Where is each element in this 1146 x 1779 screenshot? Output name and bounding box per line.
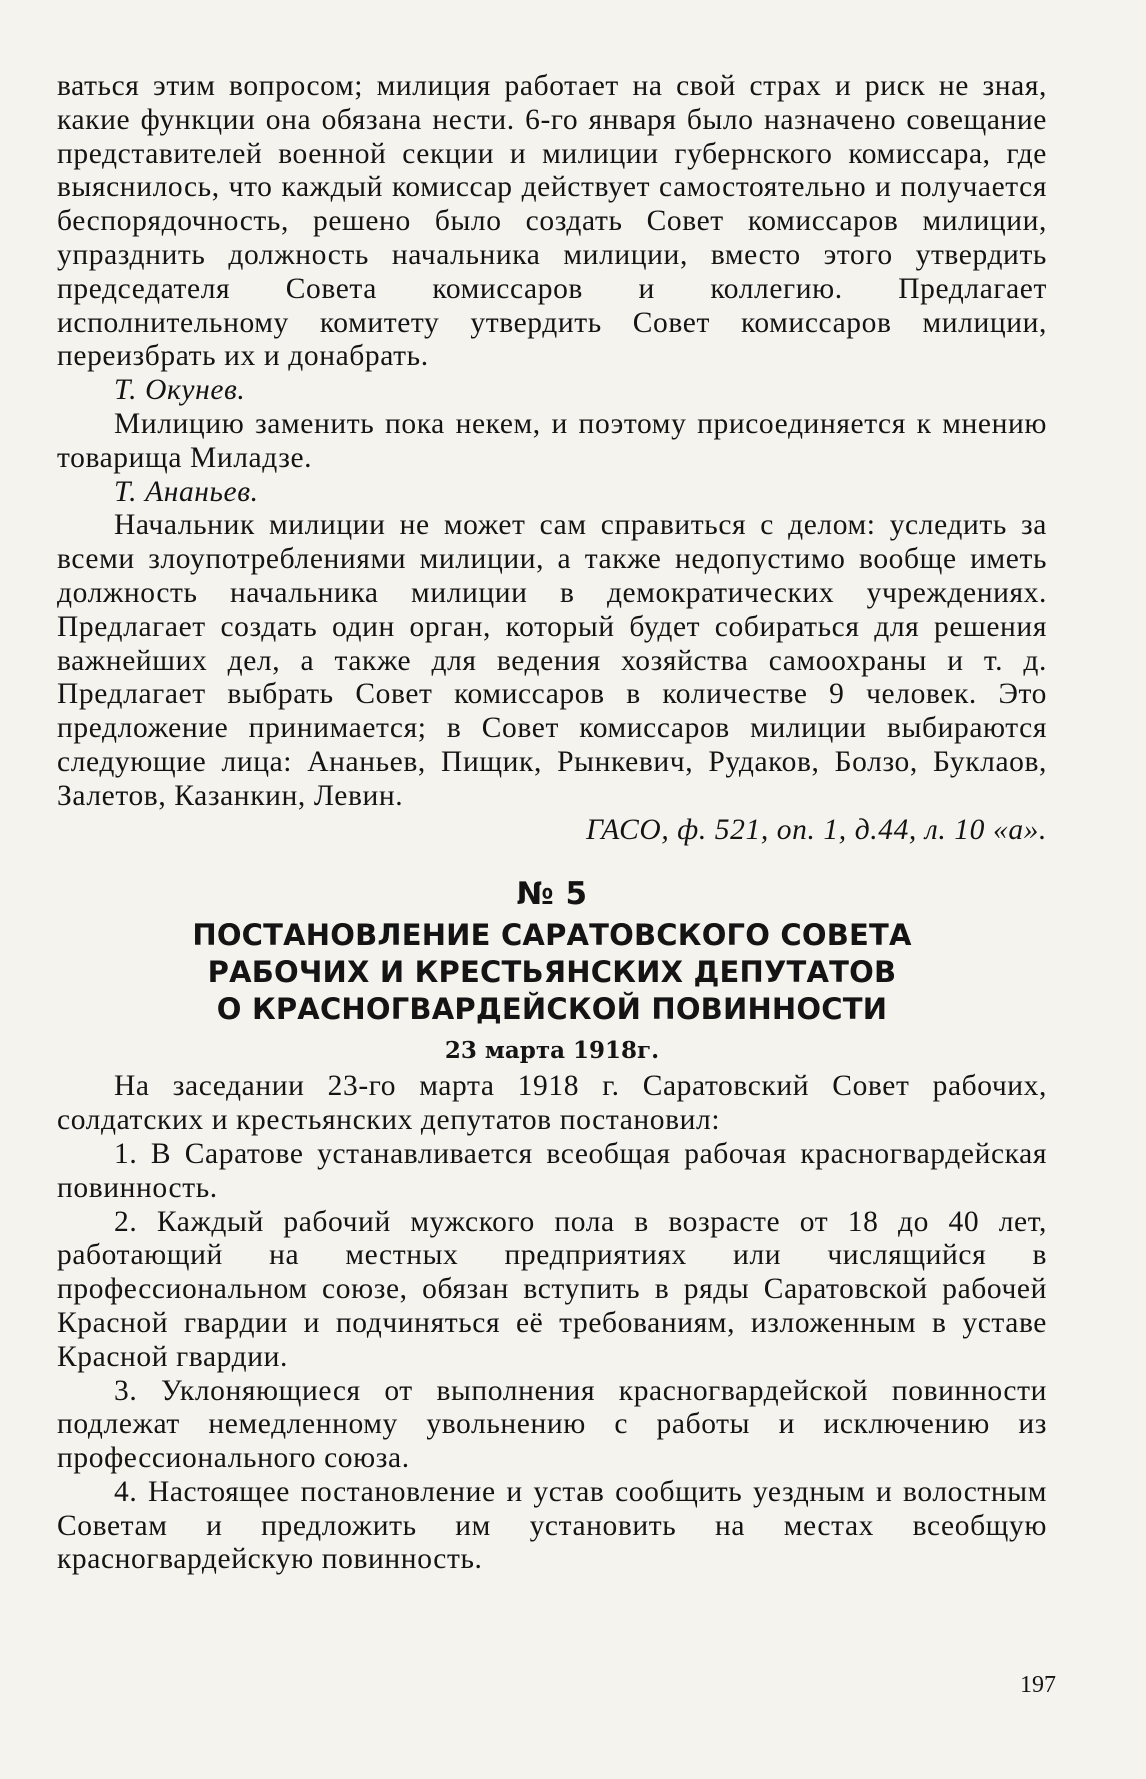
document-title-line: ПОСТАНОВЛЕНИЕ САРАТОВСКОГО СОВЕТА (192, 918, 912, 953)
resolution-item: 4. Настоящее постановление и устав сообщить уездным и волостным Советам и предложить им установить на местах всеобщую красногвардейскую повинность. (57, 1475, 1047, 1576)
speaker-okunev: Т. Окунев. (114, 374, 246, 407)
text-column (57, 70, 1047, 1577)
document-title (57, 917, 1047, 1028)
document-title-line: О КРАСНОГВАРДЕЙСКОЙ ПОВИННОСТИ (216, 992, 888, 1027)
resolution-item: 3. Уклоняющиеся от выполнения красногвардейской повинности подлежат немедленному увольнению с работы и исключению из профессионального союза. (57, 1374, 1047, 1475)
speaker-ananyev: Т. Ананьев. (114, 475, 259, 508)
paragraph-continuation: ваться этим вопросом; милиция работает на свой страх и риск не зная, какие функции она обязана нести. 6-го января было назначено совещание представителей военной секции и милиции губернского комиссара, где выяснилось, что каждый комиссар действует самостоятельно и получается беспорядочность, решено было создать Совет комиссаров милиции, упразднить должность начальника милиции, вместо этого утвердить председателя Совета комиссаров и коллегию. Предлагает исполнительному комитету утвердить Совет комиссаров милиции, переизбрать их и донабрать. (57, 70, 1047, 373)
archive-source: ГАСО, ф. 521, оп. 1, д.44, л. 10 «а». (586, 813, 1047, 846)
resolution-intro: На заседании 23-го марта 1918 г. Саратовский Совет рабочих, солдатских и крестьянских депутатов постановил: (57, 1070, 1047, 1137)
document-title-line: РАБОЧИХ И КРЕСТЬЯНСКИХ ДЕПУТАТОВ (207, 955, 897, 990)
document-number: № 5 (516, 876, 588, 913)
speech-okunev: Милицию заменить пока некем, и поэтому присоединяется к мнению товарища Миладзе. (57, 407, 1047, 474)
speech-ananyev: Начальник милиции не может сам справиться с делом: уследить за всеми злоупотреблениями милиции, а также недопустимо вообще иметь должность начальника милиции в демократических учреждениях. Предлагает создать один орган, который будет собираться для решения важнейших дел, а также для ведения хозяйства самоохраны и т. д. Предлагает выбрать Совет комиссаров в количестве 9 человек. Это предложение принимается; в Совет комиссаров милиции выбираются следующие лица: Ананьев, Пищик, Рынкевич, Рудаков, Болзо, Буклаов, Залетов, Казанкин, Левин. (57, 509, 1047, 812)
resolution-item: 1. В Саратове устанавливается всеобщая рабочая красногвардейская повинность. (57, 1137, 1047, 1204)
resolution-item: 2. Каждый рабочий мужского пола в возрасте от 18 до 40 лет, работающий на местных предприятиях или числящийся в профессиональном союзе, обязан вступить в ряды Саратовской рабочей Красной гвардии и подчиняться её требованиям, изложенным в уставе Красной гвардии. (57, 1205, 1047, 1373)
page-number: 197 (1020, 1672, 1056, 1698)
document-date: 23 марта 1918г. (444, 1037, 660, 1065)
